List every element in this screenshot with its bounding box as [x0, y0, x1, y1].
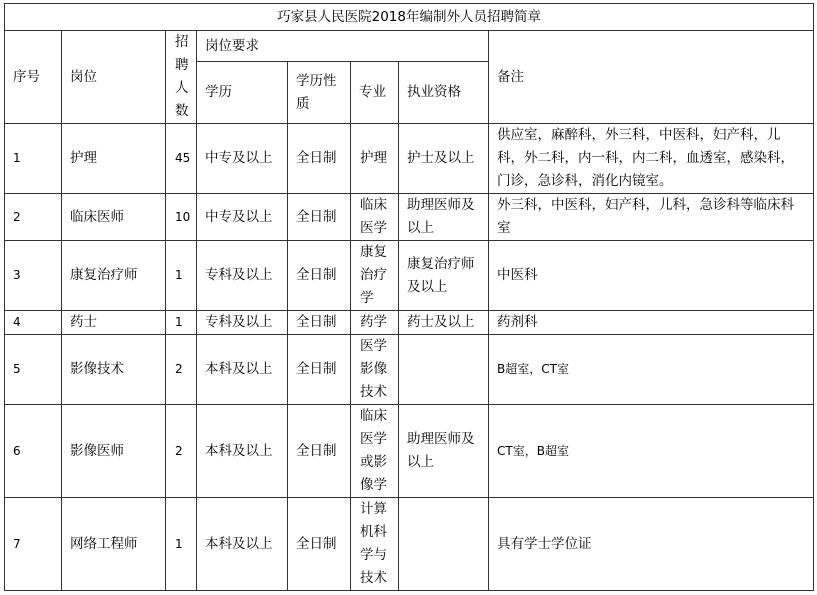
cell-count: 2 [166, 405, 197, 498]
cell-education: 中专及以上 [197, 124, 288, 194]
title-row [5, 4, 814, 31]
recruitment-table [4, 3, 814, 591]
cell-qualification [399, 498, 489, 591]
cell-education: 专科及以上 [197, 241, 288, 311]
cell-major: 药学 [351, 311, 399, 335]
cell-qualification: 助理医师及以上 [399, 194, 489, 241]
cell-education: 中专及以上 [197, 194, 288, 241]
cell-major: 临床医学或影像学 [351, 405, 399, 498]
cell-major: 医学影像技术 [351, 335, 399, 405]
cell-edu-type: 全日制 [288, 335, 351, 405]
cell-qualification [399, 335, 489, 405]
cell-seq: 5 [5, 335, 62, 405]
table-row [5, 405, 814, 498]
cell-major: 临床医学 [351, 194, 399, 241]
table-row [5, 241, 814, 311]
header-edu-type: 学历性质 [288, 62, 351, 124]
cell-position: 影像技术 [62, 335, 166, 405]
cell-seq: 3 [5, 241, 62, 311]
cell-remarks: 药剂科 [489, 311, 814, 335]
cell-position: 护理 [62, 124, 166, 194]
cell-seq: 6 [5, 405, 62, 498]
header-seq: 序号 [5, 31, 62, 124]
cell-education: 专科及以上 [197, 311, 288, 335]
cell-seq: 4 [5, 311, 62, 335]
cell-major: 计算机科学与技术 [351, 498, 399, 591]
cell-position: 临床医师 [62, 194, 166, 241]
table-row [5, 311, 814, 335]
table-row [5, 335, 814, 405]
table-row [5, 124, 814, 194]
cell-edu-type: 全日制 [288, 194, 351, 241]
table-row [5, 194, 814, 241]
cell-count: 1 [166, 311, 197, 335]
cell-seq: 7 [5, 498, 62, 591]
header-requirements: 岗位要求 [197, 31, 489, 62]
cell-remarks: 具有学士学位证 [489, 498, 814, 591]
cell-remarks: 中医科 [489, 241, 814, 311]
cell-seq: 2 [5, 194, 62, 241]
cell-remarks: B超室，CT室 [489, 335, 814, 405]
cell-major: 护理 [351, 124, 399, 194]
cell-qualification: 康复治疗师及以上 [399, 241, 489, 311]
cell-edu-type: 全日制 [288, 241, 351, 311]
cell-education: 本科及以上 [197, 498, 288, 591]
cell-count: 1 [166, 498, 197, 591]
table-row [5, 498, 814, 591]
cell-edu-type: 全日制 [288, 311, 351, 335]
header-remarks: 备注 [489, 31, 814, 124]
cell-remarks: CT室，B超室 [489, 405, 814, 498]
cell-edu-type: 全日制 [288, 498, 351, 591]
cell-education: 本科及以上 [197, 405, 288, 498]
header-position: 岗位 [62, 31, 166, 124]
table-title: 巧家县人民医院2018年编制外人员招聘简章 [5, 4, 814, 31]
cell-remarks: 外三科，中医科，妇产科，儿科，急诊科等临床科室 [489, 194, 814, 241]
cell-major: 康复治疗学 [351, 241, 399, 311]
cell-count: 2 [166, 335, 197, 405]
cell-position: 影像医师 [62, 405, 166, 498]
header-major: 专业 [351, 62, 399, 124]
cell-edu-type: 全日制 [288, 405, 351, 498]
cell-seq: 1 [5, 124, 62, 194]
cell-qualification: 助理医师及以上 [399, 405, 489, 498]
header-row-1 [5, 31, 814, 62]
cell-position: 药士 [62, 311, 166, 335]
cell-position: 康复治疗师 [62, 241, 166, 311]
cell-remarks: 供应室，麻醉科，外三科，中医科，妇产科，儿科，外二科，内一科，内二科，血透室，感染科，门诊，急诊科，消化内镜室。 [489, 124, 814, 194]
cell-position: 网络工程师 [62, 498, 166, 591]
cell-education: 本科及以上 [197, 335, 288, 405]
cell-edu-type: 全日制 [288, 124, 351, 194]
header-education: 学历 [197, 62, 288, 124]
cell-count: 45 [166, 124, 197, 194]
cell-count: 1 [166, 241, 197, 311]
header-count: 招聘人数 [166, 31, 197, 124]
header-qualification: 执业资格 [399, 62, 489, 124]
cell-qualification: 护士及以上 [399, 124, 489, 194]
cell-qualification: 药士及以上 [399, 311, 489, 335]
cell-count: 10 [166, 194, 197, 241]
